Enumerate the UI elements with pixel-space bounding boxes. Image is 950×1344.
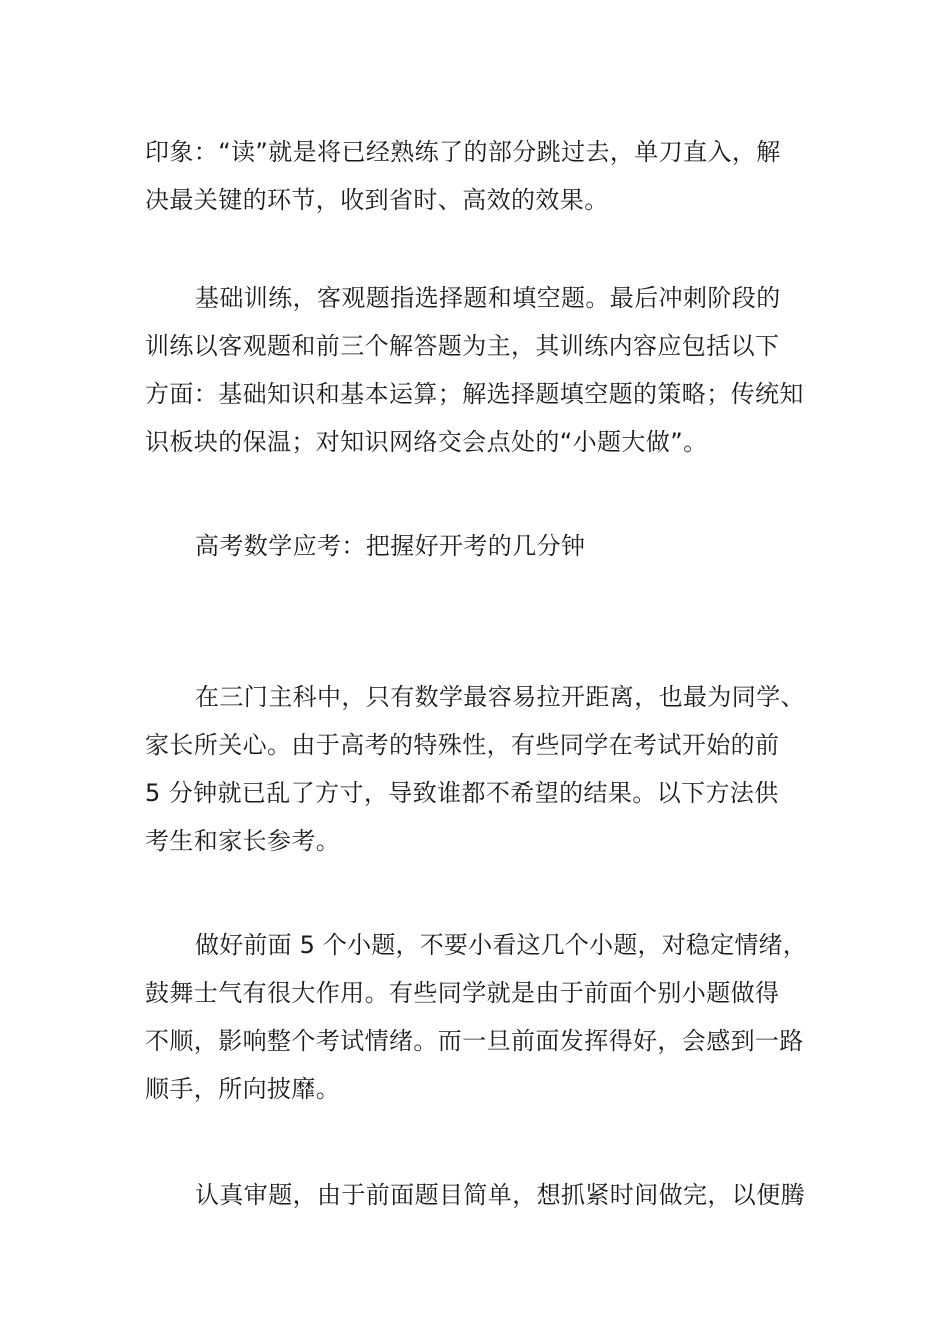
- text-line: 印象：“读”就是将已经熟练了的部分跳过去，单刀直入，解: [145, 138, 781, 166]
- text-line: 识板块的保温；对知识网络交会点处的“小题大做”。: [145, 428, 708, 456]
- section-heading: [145, 522, 810, 570]
- text-line: 做好前面 5 个小题，不要小看这几个小题，对稳定情绪，: [195, 931, 807, 959]
- text-line: 在三门主科中，只有数学最容易拉开距离，也最为同学、: [195, 683, 805, 711]
- paragraph-basic-training: [145, 274, 810, 466]
- text-line: 考生和家长参考。: [145, 827, 341, 855]
- text-line: 基础训练，客观题指选择题和填空题。最后冲刺阶段的: [195, 284, 781, 312]
- text-line: 训练以客观题和前三个解答题为主，其训练内容应包括以下: [145, 332, 780, 360]
- text-line: 家长所关心。由于高考的特殊性，有些同学在考试开始的前: [145, 731, 780, 759]
- text-line: 不顺，影响整个考试情绪。而一旦前面发挥得好，会感到一路: [145, 1027, 804, 1055]
- text-line: 认真审题，由于前面题目简单，想抓紧时间做完，以便腾: [195, 1181, 805, 1209]
- heading-line: 高考数学应考：把握好开考的几分钟: [195, 532, 586, 560]
- text-line: 方面：基础知识和基本运算；解选择题填空题的策略；传统知: [145, 380, 804, 408]
- text-line: 决最关键的环节，收到省时、高效的效果。: [145, 186, 609, 214]
- paragraph-reading-impression: [145, 128, 810, 224]
- text-line: 5 分钟就已乱了方寸，导致谁都不希望的结果。以下方法供: [145, 779, 779, 807]
- paragraph-three-subjects: [145, 673, 810, 865]
- paragraph-first-five-questions: [145, 921, 810, 1113]
- text-line: 顺手，所向披靡。: [145, 1075, 341, 1103]
- paragraph-careful-reading: [145, 1171, 810, 1219]
- text-line: 鼓舞士气有很大作用。有些同学就是由于前面个别小题做得: [145, 979, 780, 1007]
